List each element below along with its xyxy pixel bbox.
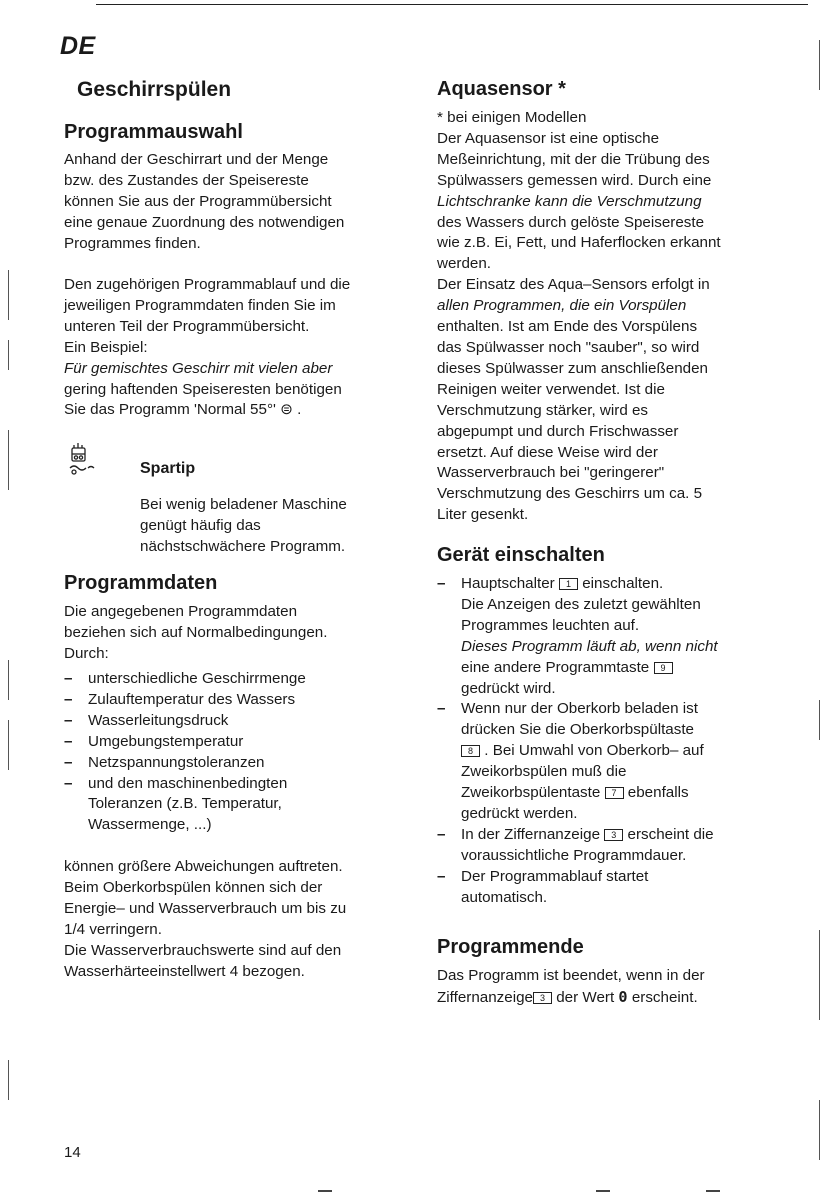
- aquasensor-text: [437, 108, 721, 526]
- text-line: Die angegebenen Programmdaten: [64, 603, 298, 620]
- text-line: das Spülwasser noch "sauber", so wird: [437, 338, 700, 356]
- scan-edge-mark: [706, 1190, 720, 1192]
- scan-edge-mark: [8, 270, 9, 320]
- heading-programmauswahl: Programmauswahl: [64, 121, 243, 143]
- text-line: bzw. des Zustandes der Speisereste: [64, 171, 309, 189]
- list-item: – unterschiedliche Geschirrmenge: [64, 669, 404, 690]
- text-line: Die Wasserverbrauchswerte sind auf den: [64, 941, 342, 959]
- text-line: können größere Abweichungen auftreten.: [64, 858, 343, 875]
- factor-list: [64, 669, 404, 836]
- model-note: * bei einigen Modellen: [437, 109, 587, 126]
- spartip-title: Spartip: [140, 460, 196, 477]
- programmdaten-intro: [64, 602, 327, 665]
- text-line: Den zugehörigen Programmablauf und die: [64, 276, 351, 293]
- key-label: 7: [605, 787, 624, 799]
- example-label: Ein Beispiel:: [64, 338, 148, 356]
- programmauswahl-text: [64, 150, 344, 255]
- text-line: jeweiligen Programmdaten finden Sie im: [64, 296, 336, 314]
- text-line: Wasserhärteeinstellwert 4 bezogen.: [64, 962, 305, 980]
- text-line: 1/4 verringern.: [64, 920, 162, 938]
- heading-programmdaten: Programmdaten: [64, 572, 218, 594]
- text-line: eine genaue Zuordnung des notwendigen: [64, 213, 345, 231]
- text-line: können Sie aus der Programmübersicht: [64, 192, 332, 210]
- text-line: Liter gesenkt.: [437, 506, 529, 524]
- scan-edge-mark: [819, 1100, 820, 1160]
- text-line: Das Programm ist beendet, wenn in der: [437, 967, 705, 984]
- list-item: – und den maschinenbedingten Toleranzen (z.B. Temperatur, Wassermenge, ...): [64, 774, 404, 837]
- text-line: wie z.B. Ei, Fett, und Haferflocken erkannt: [437, 234, 721, 252]
- key-label: 3: [604, 829, 623, 841]
- list-item: – Umgebungstemperatur: [64, 732, 404, 753]
- text-line: Anhand der Geschirrart und der Menge: [64, 151, 329, 168]
- page-number: 14: [64, 1144, 81, 1161]
- key-label: 1: [559, 578, 578, 590]
- text-line: des Wassers durch gelöste Speisereste: [437, 213, 705, 231]
- text-line: nächstschwächere Programm.: [140, 537, 346, 555]
- top-rule: [96, 4, 808, 5]
- text-line: dieses Spülwasser zum anschließenden: [437, 359, 708, 377]
- key-label: 9: [654, 662, 673, 674]
- heading-programmende: Programmende: [437, 936, 584, 958]
- text-line: Verschmutzung des Geschirrs um ca. 5: [437, 485, 703, 503]
- scan-edge-mark: [819, 700, 820, 740]
- scan-edge-mark: [8, 720, 9, 770]
- text-line: gering haftenden Speiseresten benötigen: [64, 380, 342, 398]
- text-line: werden.: [437, 255, 492, 273]
- text-line: Durch:: [64, 644, 109, 662]
- spartip-text: [140, 495, 347, 558]
- scan-edge-mark: [819, 40, 820, 90]
- text-line: Lichtschranke kann die Verschmutzung: [437, 192, 702, 210]
- einschalten-steps: [437, 574, 782, 909]
- key-label: 8: [461, 745, 480, 757]
- text-line: abgepumpt und durch Frischwasser: [437, 422, 679, 440]
- programmdaten-after: [64, 857, 346, 982]
- text-line: Der Aquasensor ist eine optische: [437, 129, 660, 147]
- savings-tip-icon: [66, 440, 118, 480]
- text-line: Bei wenig beladener Maschine: [140, 496, 347, 513]
- page-title: Geschirrspülen: [77, 78, 232, 101]
- text-line: genügt häufig das: [140, 516, 261, 534]
- text-line: Programmes finden.: [64, 234, 201, 252]
- example-program-line: Sie das Programm 'Normal 55°' ⊜ .: [64, 401, 302, 419]
- text-line: enthalten. Ist am Ende des Vorspülens: [437, 318, 698, 336]
- list-item: – Wasserleitungsdruck: [64, 711, 404, 732]
- programmablauf-text: [64, 275, 350, 421]
- display-digit: 0: [618, 987, 628, 1006]
- scan-edge-mark: [8, 1060, 9, 1100]
- key-label: 3: [533, 992, 552, 1004]
- text-line: Meßeinrichtung, mit der die Trübung des: [437, 150, 710, 168]
- text-line: Der Einsatz des Aqua–Sensors erfolgt in: [437, 276, 710, 294]
- text-line: Spülwassers gemessen wird. Durch eine: [437, 171, 712, 189]
- text-line: Ziffernanzeige 3 der Wert 0 erscheint.: [437, 987, 698, 1006]
- text-line: unteren Teil der Programmübersicht.: [64, 317, 310, 335]
- scan-edge-mark: [819, 930, 820, 1020]
- programmende-text: [437, 966, 705, 1009]
- list-item: – Hauptschalter 1 einschalten. Die Anzeigen des zuletzt gewählten Programmes leuchten auf. Dieses Programm läuft ab, wenn nicht eine andere Programmtaste 9 gedrückt wird.: [437, 574, 782, 699]
- list-item: – Wenn nur der Oberkorb beladen ist drücken Sie die Oberkorbspültaste 8 . Bei Umwahl von Oberkorb– auf Zweikorbspülen muß die Zweikorbspülentaste 7 ebenfalls gedrückt werden.: [437, 699, 782, 824]
- scan-edge-mark: [8, 430, 9, 490]
- example-italic-line: Für gemischtes Geschirr mit vielen aber: [64, 359, 333, 377]
- list-item: – In der Ziffernanzeige 3 erscheint die voraussichtliche Programmdauer.: [437, 825, 782, 867]
- text-line: allen Programmen, die ein Vorspülen: [437, 297, 687, 315]
- text-line: Reinigen weiter verwendet. Ist die: [437, 380, 665, 398]
- scan-edge-mark: [8, 340, 9, 370]
- list-item: – Zulauftemperatur des Wassers: [64, 690, 404, 711]
- text-line: Beim Oberkorbspülen können sich der: [64, 878, 323, 896]
- text-line: beziehen sich auf Normalbedingungen.: [64, 623, 328, 641]
- scan-edge-mark: [8, 660, 9, 700]
- list-item: – Der Programmablauf startet automatisch.: [437, 867, 782, 909]
- scan-edge-mark: [596, 1190, 610, 1192]
- language-code: DE: [60, 32, 96, 60]
- heading-geraet-einschalten: Gerät einschalten: [437, 544, 605, 566]
- list-item: – Netzspannungstoleranzen: [64, 753, 404, 774]
- text-line: Energie– und Wasserverbrauch um bis zu: [64, 899, 347, 917]
- text-line: Verschmutzung stärker, wird es: [437, 401, 649, 419]
- text-line: ersetzt. Auf diese Weise wird der: [437, 443, 658, 461]
- heading-aquasensor: Aquasensor *: [437, 78, 566, 100]
- scan-edge-mark: [318, 1190, 332, 1192]
- text-line: Wasserverbrauch bei "geringerer": [437, 464, 665, 482]
